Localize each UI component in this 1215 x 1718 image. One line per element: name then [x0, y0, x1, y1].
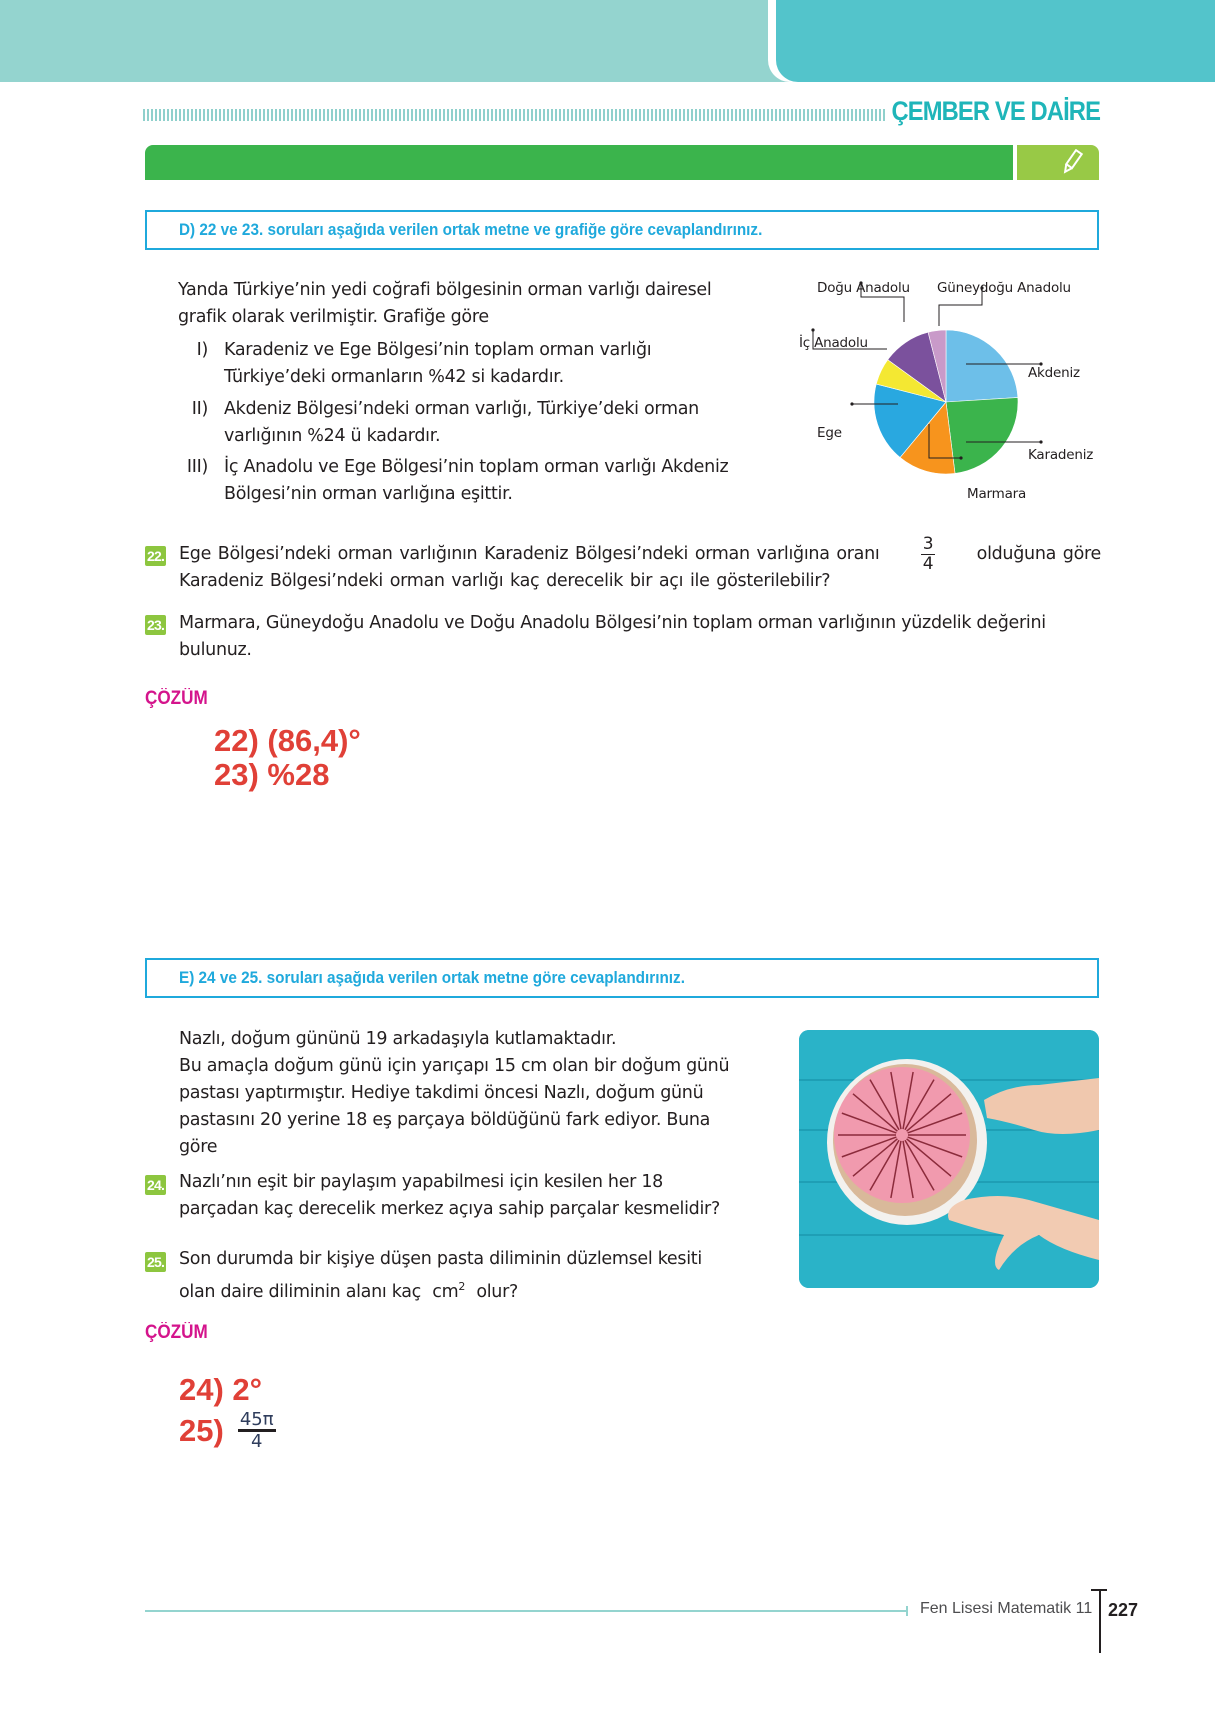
answer-25: 25) $\frac{45\pi}{4}$ [179, 1409, 274, 1452]
section-d-intro [178, 277, 778, 331]
pie-label-akdeniz: Akdeniz [1028, 365, 1080, 381]
question-number-24: 24. [147, 1177, 165, 1193]
question-25: Son durumda bir kişiye düşen pasta diliminin düzlemsel kesiti olan daire diliminin alanı kaç $cm^2$ olur? [179, 1249, 702, 1302]
question-23: Marmara, Güneydoğu Anadolu ve Doğu Anadolu Bölgesi’nin toplam orman varlığının yüzdelik değerini bulunuz. [179, 613, 1046, 660]
chapter-title: ÇEMBER VE DAİRE [891, 96, 1100, 126]
section-d-instruction-box [145, 210, 1099, 250]
footer-rule [145, 1610, 907, 1612]
question-24: Nazlı’nın eşit bir paylaşım yapabilmesi için kesilen her 18 parçadan kaç derecelik merkez açıya sahip parçalar kesmelidir? [179, 1172, 720, 1219]
section-e-instruction-box [145, 958, 1099, 998]
answer-24: 24) 2° [179, 1372, 263, 1407]
question-number-25: 25. [147, 1254, 165, 1270]
fraction-3-4: $\frac{3}{4}$ [922, 534, 934, 574]
header-band-right [776, 0, 1215, 82]
question-number-22: 22. [147, 548, 165, 564]
footer-divider [1099, 1589, 1101, 1653]
pie-label-guneydogu-anadolu: Güneydoğu Anadolu [937, 280, 1071, 296]
pie-slice-akdeniz [946, 330, 1018, 402]
footer-book-title: Fen Lisesi Matematik 11 [920, 1600, 1093, 1617]
section-green-bar [145, 145, 1013, 180]
pie-label-dogu-anadolu: Doğu Anadolu [817, 280, 910, 296]
unit-cm: cm [432, 1281, 459, 1302]
pencil-icon [1059, 149, 1085, 175]
cake-illustration [799, 1030, 1099, 1288]
pie-chart-graphic [780, 265, 1110, 510]
answer-23: 23) %28 [214, 757, 330, 792]
cake-photo [799, 1030, 1099, 1288]
pie-label-marmara: Marmara [967, 486, 1027, 502]
pie-label-karadeniz: Karadeniz [1028, 447, 1094, 463]
unit-superscript: 2 [458, 1280, 466, 1293]
pie-chart [780, 265, 1110, 510]
cozum-label-2: ÇÖZÜM [145, 1322, 208, 1343]
pie-leader-dot [811, 328, 814, 331]
section-e-instruction: E) 24 ve 25. soruları aşağıda verilen ortak metne göre cevaplandırınız. [179, 968, 685, 987]
section-e-story: Nazlı, doğum gününü 19 arkadaşıyla kutlamaktadır. Bu amaçla doğum günü için yarıçapı 15 cm olan bir doğum günü pastası yaptırmıştır. Hediye takdimi öncesi Nazlı, doğum günü pastasını 20 yerine 18 eş parçaya böldüğünü fark ediyor. Buna göre [179, 1029, 730, 1157]
pie-leader-dot [1039, 440, 1042, 443]
page-number: 227 [1108, 1600, 1139, 1620]
intro-line-1: Yanda Türkiye’nin yedi coğrafi bölgesinin orman varlığı dairesel [178, 280, 712, 300]
question-number-23: 23. [147, 617, 165, 633]
pie-label-ic-anadolu: İç Anadolu [799, 335, 868, 351]
question-22: Ege Bölgesi’ndeki orman varlığının Karadeniz Bölgesi’ndeki orman varlığına oranı $\frac{3}{4}$ olduğuna göre Karadeniz Bölgesi’ndeki orman varlığı kaç derecelik bir açı ile gösterilebilir? [179, 534, 1101, 591]
section-d-instruction: D) 22 ve 23. soruları aşağıda verilen ortak metne ve grafiğe göre cevaplandırınız. [179, 220, 763, 239]
section-green-tab [1017, 145, 1099, 180]
pie-leader-dot [850, 402, 853, 405]
intro-line-2: grafik olarak verilmiştir. Grafiğe göre [178, 307, 489, 327]
answer-25-fraction: $\frac{45\pi}{4}$ [239, 1409, 274, 1452]
pie-label-ege: Ege [817, 425, 842, 441]
pie-slice-karadeniz [946, 397, 1018, 473]
answer-22: 22) (86,4)° [214, 723, 361, 758]
cozum-label-1: ÇÖZÜM [145, 688, 208, 709]
pie-leader-dot [959, 456, 962, 459]
footer-rule-cap [906, 1606, 908, 1616]
header-band-left [0, 0, 790, 82]
header-tick-pattern [143, 109, 885, 121]
